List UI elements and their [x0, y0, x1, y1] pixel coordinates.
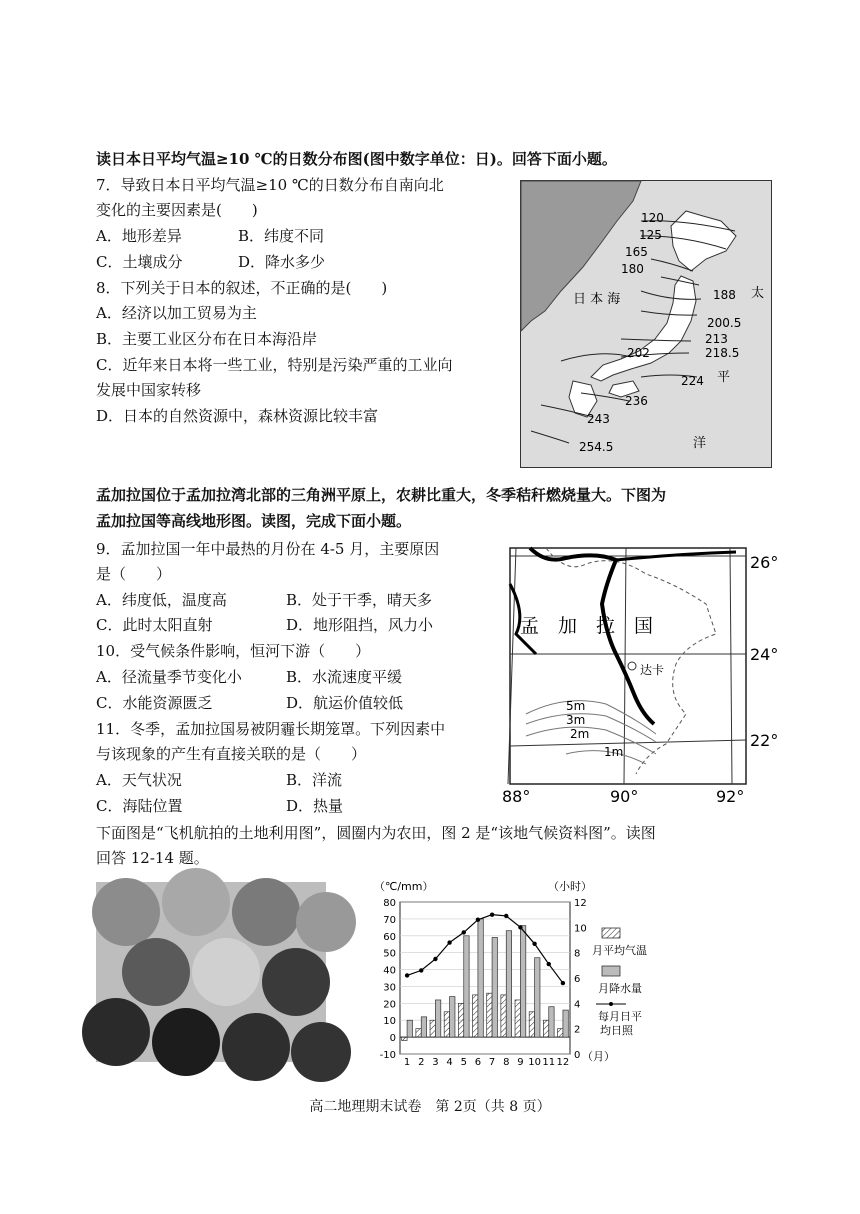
lon-label-90: 90°	[610, 787, 639, 806]
ocean-label-1: 太	[751, 286, 765, 301]
sunshine-point	[462, 930, 466, 934]
precip-bar	[478, 919, 483, 1037]
q8-option-b[interactable]: B．主要工业区分布在日本海沿岸	[96, 330, 318, 348]
q9-option-a[interactable]: A．纬度低，温度高	[96, 591, 227, 609]
legend-temp-swatch	[602, 928, 620, 938]
field-circle	[262, 948, 330, 1016]
q7-option-d[interactable]: D．降水多少	[238, 253, 326, 271]
month-tick-label: 4	[446, 1057, 453, 1068]
temp-bar	[458, 1003, 463, 1037]
month-tick-label: 3	[432, 1057, 439, 1068]
month-tick-label: 7	[488, 1057, 496, 1068]
q9-option-d[interactable]: D．地形阻挡，风力小	[286, 616, 434, 634]
japan-map-svg	[521, 181, 771, 467]
sunshine-point	[532, 942, 536, 946]
right-tick-label: 12	[574, 898, 587, 909]
lon-label-92: 92°	[716, 787, 745, 806]
sunshine-point	[518, 925, 522, 929]
temp-bar	[444, 1012, 449, 1037]
legend-sun-label-2: 均日照	[600, 1024, 633, 1037]
left-tick-label: 60	[383, 931, 396, 943]
label-236: 236	[625, 394, 648, 408]
ocean-label-2: 平	[717, 370, 731, 385]
bangladesh-map-svg	[502, 544, 782, 806]
q7-stem-2: 变化的主要因素是( )	[96, 201, 258, 219]
q9-option-c[interactable]: C．此时太阳直射	[96, 616, 213, 634]
q10-option-b[interactable]: B．水流速度平缓	[286, 668, 403, 686]
sunshine-point	[547, 962, 551, 966]
month-tick-label: 10	[528, 1057, 541, 1068]
q10-option-c[interactable]: C．水能资源匮乏	[96, 694, 213, 712]
q11-stem-1: 11．冬季，孟加拉国易被阴霾长期笼罩。下列因素中	[96, 720, 446, 738]
q7-option-a[interactable]: A．地形差异	[96, 227, 182, 245]
sunshine-point	[419, 968, 423, 972]
precip-bar	[549, 1007, 554, 1037]
legend-sun-label-1: 每月日平	[598, 1010, 642, 1023]
label-125: 125	[639, 228, 662, 242]
q7-option-c[interactable]: C．土壤成分	[96, 253, 183, 271]
lat-label-22: 22°	[750, 731, 779, 750]
hokkaido-shape	[671, 211, 736, 271]
dhaka-label: 达卡	[640, 663, 665, 677]
precip-bar	[492, 937, 497, 1037]
label-200-5: 200.5	[707, 316, 742, 330]
precip-bar	[563, 1010, 568, 1037]
sunshine-point	[476, 918, 480, 922]
sunshine-point	[405, 973, 409, 977]
field-circle	[232, 878, 300, 946]
legend-precip-swatch	[602, 966, 620, 976]
legend-sun-dot	[609, 1002, 613, 1006]
temp-bar	[515, 1000, 520, 1037]
field-circle	[92, 878, 160, 946]
right-tick-label: 10	[574, 923, 587, 935]
contour-label-5m: 5m	[566, 699, 586, 713]
intro-bangladesh-2: 孟加拉国等高线地形图。读图，完成下面小题。	[96, 512, 412, 530]
temp-bar	[501, 995, 506, 1037]
left-tick-label: 70	[383, 914, 396, 926]
right-tick-label: 0	[574, 1050, 581, 1061]
q8-option-c[interactable]: C．近年来日本将一些工业，特别是污染严重的工业向	[96, 356, 453, 374]
left-unit-label: （℃/mm）	[374, 880, 434, 893]
label-254-5: 254.5	[579, 440, 614, 454]
precip-bar	[520, 926, 525, 1037]
field-circle	[152, 1008, 220, 1076]
temp-bar	[473, 995, 478, 1037]
intro-landuse-2: 回答 12-14 题。	[96, 849, 209, 867]
left-tick-label: 10	[383, 1016, 396, 1028]
temp-bar	[543, 1020, 548, 1037]
q8-stem: 8．下列关于日本的叙述，不正确的是( )	[96, 279, 388, 297]
month-unit-label: （月）	[582, 1050, 615, 1063]
q11-option-a[interactable]: A．天气状况	[96, 771, 182, 789]
label-202: 202	[627, 346, 650, 360]
field-circle	[222, 1013, 290, 1081]
q7-option-b[interactable]: B．纬度不同	[238, 227, 325, 245]
bangladesh-map	[502, 544, 782, 806]
q11-option-d[interactable]: D．热量	[286, 797, 344, 815]
right-tick-label: 2	[574, 1024, 581, 1036]
contour-label-3m: 3m	[566, 713, 586, 727]
mainland-shape	[521, 181, 641, 331]
japan-map	[520, 180, 772, 468]
month-tick-label: 8	[503, 1057, 510, 1068]
q7-stem-1: 7．导致日本日平均气温≥10 ℃的日数分布自南向北	[96, 176, 444, 194]
month-tick-label: 11	[542, 1057, 556, 1068]
page-footer: 高二地理期末试卷 第 2页（共 8 页）	[309, 1099, 551, 1115]
q8-option-d[interactable]: D．日本的自然资源中，森林资源比较丰富	[96, 407, 379, 425]
legend-precip-label: 月降水量	[598, 982, 642, 995]
sunshine-point	[433, 957, 437, 961]
month-tick-label: 6	[474, 1057, 482, 1068]
temp-bar	[416, 1029, 421, 1037]
left-tick-label: 0	[389, 1033, 396, 1045]
label-243: 243	[587, 412, 610, 426]
q11-option-b[interactable]: B．洋流	[286, 771, 343, 789]
label-180: 180	[621, 262, 644, 276]
precip-bar	[407, 1020, 412, 1037]
field-circle	[82, 998, 150, 1066]
label-218-5: 218.5	[705, 346, 740, 360]
aerial-photo	[96, 882, 326, 1062]
climate-chart	[346, 876, 676, 1072]
contour-label-2m: 2m	[570, 727, 590, 741]
field-circle	[162, 868, 230, 936]
left-tick-label: 80	[383, 898, 396, 909]
sunshine-point	[561, 981, 565, 985]
lon-label-88: 88°	[502, 787, 531, 806]
temp-bar	[487, 993, 492, 1037]
ocean-label-3: 洋	[693, 436, 707, 451]
sunshine-point	[490, 912, 494, 916]
temp-bar	[529, 1012, 534, 1037]
intro-landuse-1: 下面图是“飞机航拍的土地利用图”，圆圈内为农田，图 2 是“该地气候资料图”。读图	[96, 824, 656, 842]
left-tick-label: 40	[383, 965, 396, 977]
month-tick-label: 2	[418, 1057, 425, 1068]
field-circle	[192, 938, 260, 1006]
left-tick-label: 50	[383, 948, 396, 960]
q11-stem-2: 与该现象的产生有直接关联的是（ ）	[96, 745, 367, 763]
left-tick-label: -10	[379, 1050, 396, 1061]
month-tick-label: 12	[556, 1057, 570, 1068]
intro-japan: 读日本日平均气温≥10 ℃的日数分布图(图中数字单位：日)。回答下面小题。	[96, 150, 617, 168]
precip-bar	[450, 997, 455, 1038]
field-circle	[291, 1022, 351, 1082]
right-unit-label: （小时）	[548, 880, 592, 893]
q11-option-c[interactable]: C．海陆位置	[96, 797, 183, 815]
q10-option-d[interactable]: D．航运价值较低	[286, 694, 404, 712]
precip-bar	[535, 958, 540, 1037]
right-tick-label: 6	[574, 974, 581, 985]
sunshine-point	[504, 914, 508, 918]
month-tick-label: 1	[403, 1057, 411, 1068]
isoline-254	[531, 431, 569, 443]
q9-stem-2: 是（ ）	[96, 565, 172, 583]
q8-option-a[interactable]: A．经济以加工贸易为主	[96, 304, 257, 322]
precip-bar	[464, 936, 469, 1037]
left-tick-label: 20	[383, 999, 396, 1011]
sea-of-japan-label: 日 本 海	[573, 292, 621, 307]
legend-temp-label: 月平均气温	[592, 944, 647, 957]
aerial-photo-svg	[96, 882, 326, 1062]
temp-bar	[430, 1020, 435, 1037]
climate-chart-svg	[346, 876, 676, 1072]
label-188: 188	[713, 288, 736, 302]
contour-label-1m: 1m	[604, 745, 624, 759]
field-circle	[122, 938, 190, 1006]
right-tick-label: 8	[574, 948, 581, 960]
sunshine-point	[447, 940, 451, 944]
lat-label-24: 24°	[750, 645, 779, 664]
q9-option-b[interactable]: B．处于干季，晴天多	[286, 591, 433, 609]
left-tick-label: 30	[383, 982, 396, 994]
label-165: 165	[625, 245, 648, 259]
q10-option-a[interactable]: A．径流量季节变化小	[96, 668, 242, 686]
lat-label-26: 26°	[750, 553, 779, 572]
temp-bar	[402, 1037, 407, 1040]
month-tick-label: 5	[460, 1057, 467, 1068]
q8-option-c-cont: 发展中国家转移	[96, 381, 202, 399]
precip-bar	[421, 1017, 426, 1037]
precip-bar	[506, 931, 511, 1037]
country-label: 孟 加 拉 国	[520, 615, 654, 637]
label-213: 213	[705, 332, 728, 346]
precip-bar	[435, 1000, 440, 1037]
label-224: 224	[681, 374, 704, 388]
q9-stem-1: 9．孟加拉国一年中最热的月份在 4-5 月，主要原因	[96, 540, 440, 558]
temp-bar	[558, 1029, 563, 1037]
intro-bangladesh-1: 孟加拉国位于孟加拉湾北部的三角洲平原上，农耕比重大，冬季秸秆燃烧量大。下图为	[96, 486, 667, 504]
right-tick-label: 4	[574, 999, 581, 1011]
label-120: 120	[641, 211, 664, 225]
q10-stem: 10．受气候条件影响，恒河下游（ ）	[96, 642, 371, 660]
month-tick-label: 9	[517, 1057, 524, 1068]
